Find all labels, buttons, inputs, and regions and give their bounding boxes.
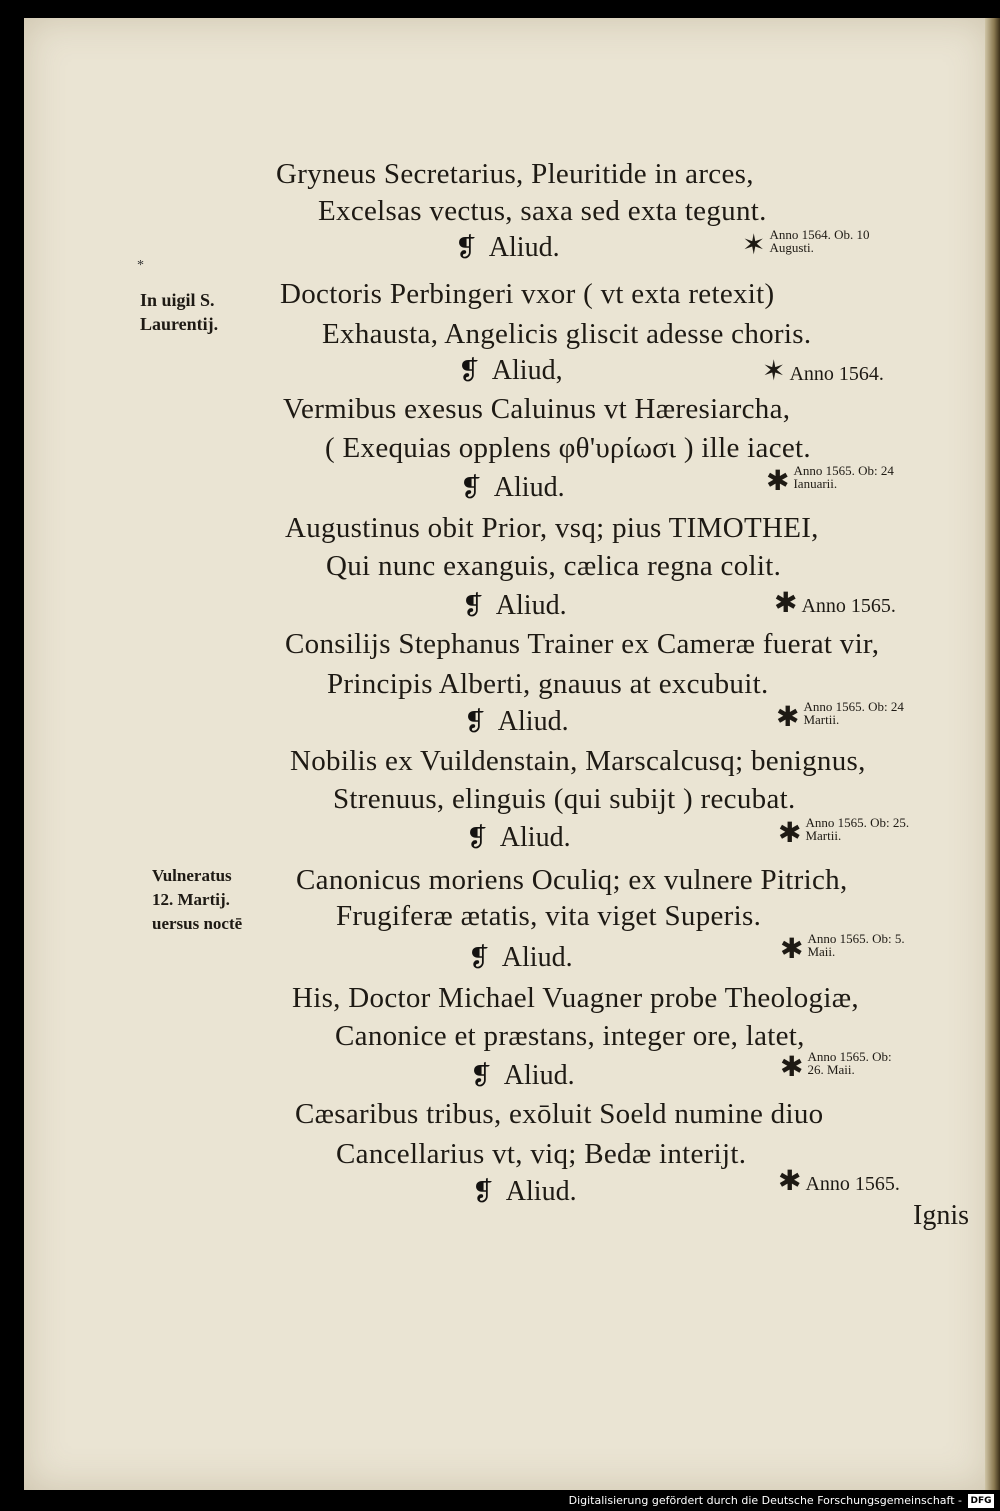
year-note <box>780 932 905 966</box>
verse-line: Augustinus obit Prior, vsq; pius TIMOTHEI, <box>285 512 819 544</box>
verse-line: Principis Alberti, gnauus at excubuit. <box>327 668 769 700</box>
year-note-line: Martii. <box>803 712 840 727</box>
year-note-line: Maii. <box>807 944 836 959</box>
year-note <box>762 354 884 388</box>
pilcrow-icon: ❡ <box>472 1177 494 1206</box>
aliud-label: Aliud. <box>493 472 565 503</box>
verse-line: Nobilis ex Vuildenstain, Marscalcusq; benignus, <box>290 745 866 777</box>
verse-line: Cæsaribus tribus, exōluit Soeld numine diuo <box>295 1098 824 1130</box>
asterisk-icon: ✱ <box>778 1166 802 1197</box>
pilcrow-icon: ❡ <box>460 473 482 502</box>
asterisk-icon: ✶ <box>762 356 786 387</box>
verse-line: Gryneus Secretarius, Pleuritide in arces, <box>276 158 754 190</box>
year-note-line: Anno 1565. <box>801 595 896 617</box>
verse-line: Excelsas vectus, saxa sed exta tegunt. <box>318 195 767 227</box>
year-note-line: Anno 1565. Ob: 25. <box>805 815 910 830</box>
year-note <box>778 816 909 850</box>
pilcrow-icon: ❡ <box>464 707 486 736</box>
pilcrow-icon: ❡ <box>458 356 480 385</box>
asterisk-icon: ✱ <box>780 934 804 965</box>
year-note-line: Anno 1565. Ob: 24 <box>793 463 894 478</box>
year-note-line: Anno 1565. <box>805 1173 900 1195</box>
verse-line: Cancellarius vt, viq; Bedæ interijt. <box>336 1138 747 1170</box>
aliud-heading <box>472 1176 577 1208</box>
verse-line: ( Exequias opplens φθ'υρίωσι ) ille iacet. <box>325 432 811 464</box>
year-note-line: Ianuarii. <box>793 476 838 491</box>
margin-note-line: 12. Martij. <box>152 890 230 909</box>
year-note-line: Anno 1565. Ob: 24 <box>803 699 904 714</box>
aliud-heading <box>468 942 573 974</box>
verse-line: Canonice et præstans, integer ore, latet, <box>335 1020 805 1052</box>
verse-line: Qui nunc exanguis, cælica regna colit. <box>326 550 782 582</box>
aliud-heading <box>462 590 567 622</box>
catchword: Ignis <box>913 1200 969 1231</box>
pilcrow-icon: ❡ <box>470 1061 492 1090</box>
verse-line: Exhausta, Angelicis gliscit adesse choris. <box>322 318 812 350</box>
year-note-text <box>793 464 893 490</box>
aliud-label: Aliud. <box>497 706 569 737</box>
year-note-text <box>807 932 904 958</box>
pilcrow-icon: ❡ <box>466 823 488 852</box>
year-note <box>774 586 896 620</box>
footer-text: Digitalisierung gefördert durch die Deutsche Forschungsgemeinschaft - <box>568 1494 962 1507</box>
year-note-text <box>807 1050 891 1076</box>
pilcrow-icon: ❡ <box>462 591 484 620</box>
aliud-heading <box>466 822 571 854</box>
margin-note-line: Laurentij. <box>140 314 219 334</box>
year-note <box>778 1164 900 1198</box>
year-note-line: Anno 1565. Ob: <box>807 1049 892 1064</box>
asterisk-icon: ✱ <box>778 818 802 849</box>
verse-line: His, Doctor Michael Vuagner probe Theologiæ, <box>292 982 859 1014</box>
asterisk-icon: ✱ <box>780 1052 804 1083</box>
year-note-text <box>803 700 903 726</box>
year-note-line: 26. Maii. <box>807 1062 855 1077</box>
year-note-line: Martii. <box>805 828 842 843</box>
margin-note-line: In uigil S. <box>140 290 215 310</box>
year-note-text <box>805 816 909 842</box>
asterisk-icon: ✱ <box>774 588 798 619</box>
year-note <box>742 228 870 262</box>
year-note-text <box>769 228 869 254</box>
verse-line: Frugiferæ ætatis, vita viget Superis. <box>336 900 762 932</box>
pilcrow-icon: ❡ <box>468 943 490 972</box>
year-note <box>766 464 894 498</box>
year-note-line: Anno 1564. Ob. 10 <box>769 227 870 242</box>
aliud-label: Aliud. <box>501 942 573 973</box>
aliud-heading <box>458 355 563 387</box>
verse-line: Strenuus, elinguis (qui subijt ) recubat. <box>333 783 796 815</box>
aliud-label: Aliud. <box>499 822 571 853</box>
aliud-heading <box>460 472 565 504</box>
aliud-label: Aliud. <box>505 1176 577 1207</box>
dfg-logo: DFG <box>968 1494 994 1508</box>
footer-bar <box>0 1491 1000 1511</box>
aliud-label: Aliud. <box>503 1060 575 1091</box>
aliud-label: Aliud. <box>495 590 567 621</box>
year-note <box>780 1050 892 1084</box>
year-note-line: Anno 1564. <box>789 363 884 385</box>
asterisk-icon: ✱ <box>766 466 790 497</box>
verse-line: Canonicus moriens Oculiq; ex vulnere Pitrich, <box>296 864 848 896</box>
margin-mark: * <box>137 258 144 273</box>
book-spine-edge <box>985 18 1000 1490</box>
margin-note-laurentii <box>140 288 218 336</box>
aliud-heading <box>470 1060 575 1092</box>
year-note-line: Augusti. <box>769 240 814 255</box>
asterisk-icon: ✶ <box>742 230 766 261</box>
margin-note-line: uersus noctē <box>152 914 243 933</box>
pilcrow-icon: ❡ <box>455 233 477 262</box>
aliud-label: Aliud. <box>488 232 560 263</box>
asterisk-icon: ✱ <box>776 702 800 733</box>
verse-line: Consilijs Stephanus Trainer ex Cameræ fuerat vir, <box>285 628 880 660</box>
margin-note-line: Vulneratus <box>152 866 232 885</box>
year-note <box>776 700 904 734</box>
aliud-heading <box>464 706 569 738</box>
aliud-heading <box>455 232 560 264</box>
verse-line: Doctoris Perbingeri vxor ( vt exta retexit) <box>280 278 775 310</box>
aliud-label: Aliud, <box>491 355 563 386</box>
verse-line: Vermibus exesus Caluinus vt Hæresiarcha, <box>283 393 791 425</box>
year-note-line: Anno 1565. Ob: 5. <box>807 931 905 946</box>
margin-note-vulneratus <box>152 864 242 936</box>
